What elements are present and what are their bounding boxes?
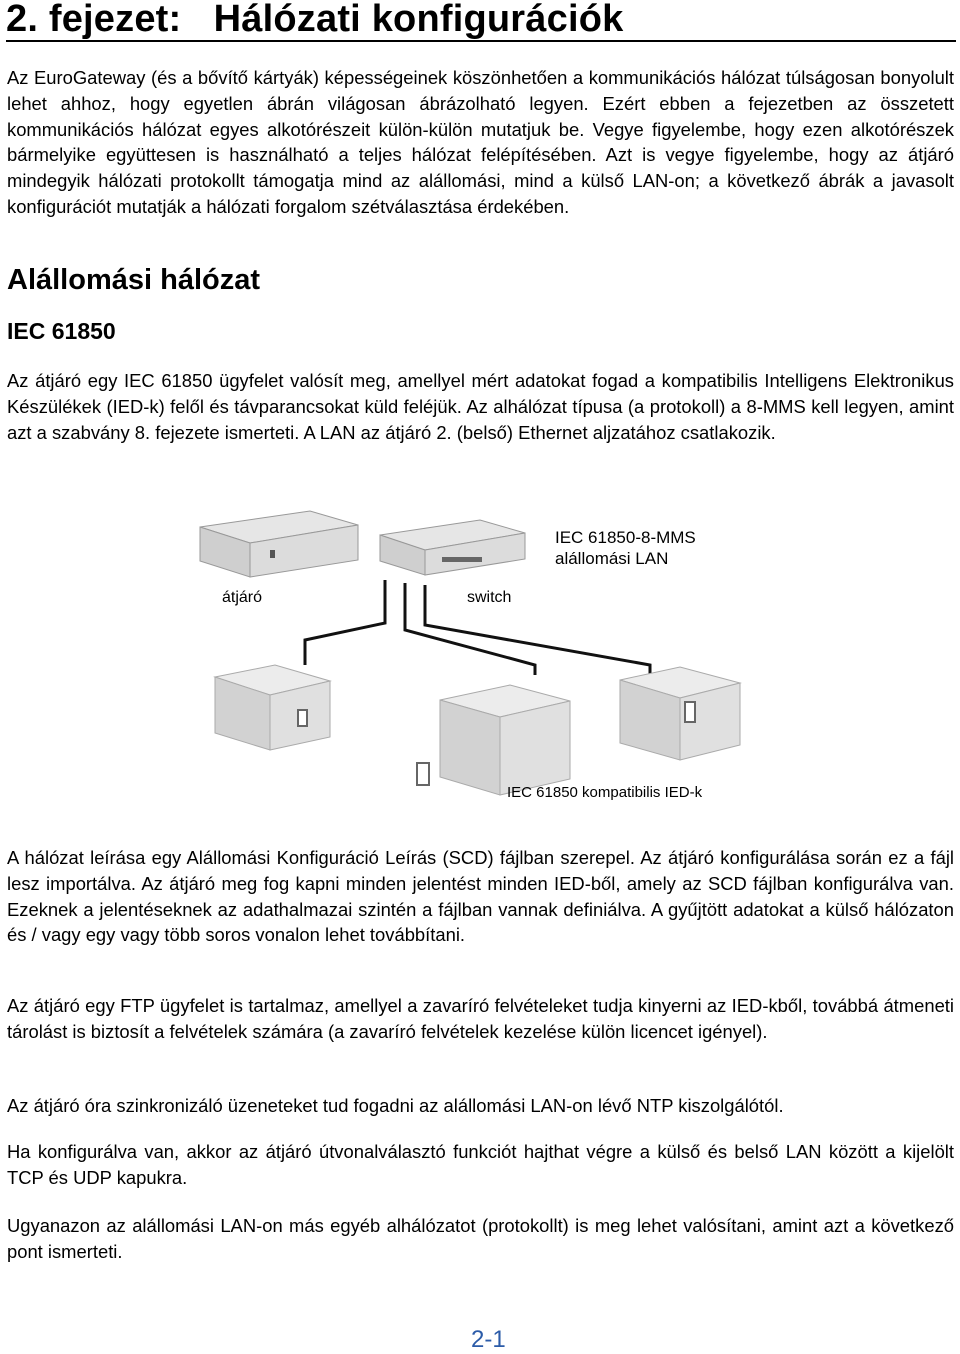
page-number: 2-1	[471, 1326, 506, 1353]
switch-label: switch	[467, 589, 512, 606]
ied-device-2	[417, 685, 570, 795]
ntp-paragraph: Az átjáró óra szinkronizáló üzeneteket tud fogadni az alállomási LAN-on lévő NTP kiszolgálótól.	[7, 1095, 784, 1116]
iec-description-paragraph: Az átjáró egy IEC 61850 ügyfelet valósít meg, amellyel mért adatokat fogad a kompatibilis Intelligens Elektronikus Készülékek (IED-k) felől és távparancsokat küld feléjük. Az alhálózat típusa (a protokoll) a 8-MMS kell legyen, amint azt a szabvány 8. fejezete ismerteti. A LAN az átjáró 2. (belső) Ethernet aljzatához csatlakozik.	[7, 370, 954, 443]
gateway-device	[200, 511, 358, 577]
ftp-paragraph: Az átjáró egy FTP ügyfelet is tartalmaz, amellyel a zavaríró felvételeket tudja kinyerni az IED-kből, továbbá átmeneti tárolást is biztosít a felvételek számára (a zavaríró felvételek kezelése külön licencet igényel).	[7, 995, 954, 1042]
ied-device-3	[620, 667, 740, 760]
intro-paragraph: Az EuroGateway (és a bővítő kártyák) képességeinek köszönhetően a kommunikációs hálózat túlságosan bonyolult lehet ahhoz, hogy egyetlen ábrán világosan ábrázolható legyen. Ezért ebben a fejezetben az összetett kommunikációs hálózat egyes alkotórészeit külön-külön mutatjuk be. Vegye figyelembe, hogy ezen alkotórészek bármelyike együttesen is használható a teljes hálózat felépítésében. Azt is vegye figyelembe, hogy az átjáró mindegyik hálózati protokollt támogatja mind az alállomási, mind a külső LAN-on; a következő ábrák a javasolt konfigurációt mutatják a hálózati forgalom szétválasztása érdekében.	[7, 67, 954, 217]
network-figure	[180, 505, 780, 810]
other-protocol-paragraph: Ugyanazon az alállomási LAN-on más egyéb alhálózatot (protokollt) is meg lehet valósítani, amint azt a következő pont ismerteti.	[7, 1215, 954, 1262]
switch-device	[380, 520, 525, 575]
chapter-title: 2. fejezet: Hálózati konfigurációk	[6, 0, 624, 40]
lan-label-line1: IEC 61850-8-MMS	[555, 528, 696, 547]
subsection-heading: IEC 61850	[7, 318, 116, 344]
gateway-port-icon	[270, 550, 275, 558]
scd-paragraph: A hálózat leírása egy Alállomási Konfiguráció Leírás (SCD) fájlban szerepel. Az átjáró konfigurálása során ez a fájl lesz importálva. Az átjáró meg fog kapni minden jelentést minden IED-ből, amely az SCD fájlban konfigurálva van. Ezeknek a jelentéseknek az adathalmazai szintén a fájlban vannak definiálva. A gyűjtött adatokat a külső hálózaton és / vagy egy vagy több soros vonalon lehet továbbítani.	[7, 847, 954, 946]
gateway-label: átjáró	[222, 589, 263, 606]
ied-device-1	[215, 665, 330, 750]
ied-label: IEC 61850 kompatibilis IED-k	[507, 784, 703, 801]
section-heading: Alállomási hálózat	[7, 264, 261, 296]
routing-paragraph: Ha konfigurálva van, akkor az átjáró útvonalválasztó funkciót hajthat végre a külső és belső LAN között a kijelölt TCP és UDP kapukra.	[7, 1141, 954, 1188]
chapter-title-rule	[6, 40, 956, 42]
lan-label-line2: alállomási LAN	[555, 549, 669, 568]
